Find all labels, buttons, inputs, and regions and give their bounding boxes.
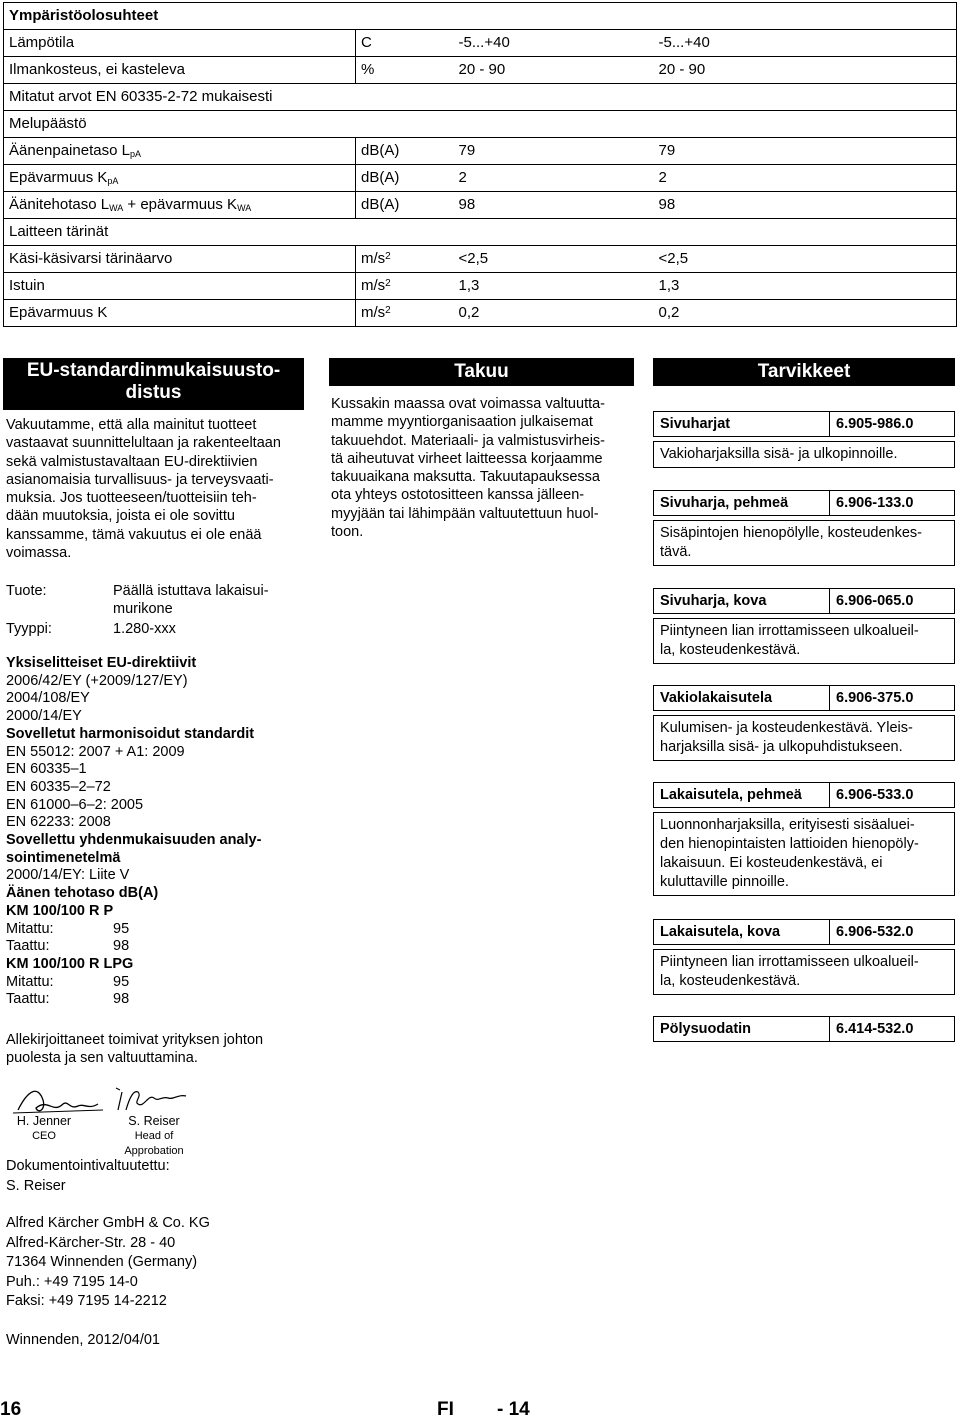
text-line: dään muutoksia, joista ei ole sovittu [6,508,235,525]
model-name: KM 100/100 R LPG [6,955,134,972]
text-line: ota yhteys ostotositteen kanssa jälleen- [331,487,585,504]
eu-details: Yksiselitteiset EU-direktiivit 2006/42/EY (+2009/127/EY) 2004/108/EY 2000/14/EY Sovelletut harmonisoidut standardit EN 55012: 2007 + A1: 2009 EN 60335–1 EN 60335–2–72 EN 61000–6–2: 2005 EN 62233: 2008 Sovellettu yhdenmukaisuuden analy- sointimenetelmä 2000/14/EY: Liite V Äänen tehotaso dB(A) KM 100/100 R P Mitattu: 95 Taattu: 98 KM 100/100 R LPG Mitattu: 95 Taattu: 98 [6,655,306,1009]
language-code: FI [437,1399,454,1420]
doc-agent: Dokumentointivaltuutettu: S. Reiser [6,1158,170,1194]
signer2: S. Reiser Head of Approbation [124,1114,184,1157]
accessory-name: Sivuharja, pehmeä [660,495,789,511]
warranty-heading: Takuu [329,358,634,386]
accessory-name: Sivuharja, kova [660,593,767,609]
signer1: H. Jenner CEO [16,1114,72,1142]
table-row: Äänitehotaso $L_{WA}$ + epävarmuus $K_{WA}$ dB(A) 98 98 [4,192,957,219]
eu-intro-text [6,416,306,562]
text-line: takuuaikana maksutta. Takuutapauksessa [331,469,600,486]
directive-item: 2006/42/EY (+2009/127/EY) [6,672,188,689]
text-line: takuuehdot. Materiaali- ja valmistusvirheis- [331,432,605,449]
table-row: Äänenpainetaso $L_{pA}$ dB(A) 79 79 [4,138,957,165]
accessory-code: 6.414-532.0 [836,1021,914,1037]
accessory-code: 6.906-133.0 [836,495,914,511]
address-line: Faksi: +49 7195 14-2212 [6,1293,167,1309]
product-value: Päällä istuttava lakaisui- murikone [113,583,269,618]
accessory-header [653,685,955,711]
table-row: Istuin $m/s^2$ 1,3 1,3 [4,273,957,300]
table-row: Melupäästö [4,111,957,138]
accessory-code: 6.906-532.0 [836,924,914,940]
table-row: Lämpötila C -5...+40 -5...+40 [4,30,957,57]
accessory-header [653,490,955,516]
accessory-code: 6.906-375.0 [836,690,914,706]
standard-item: EN 55012: 2007 + A1: 2009 [6,743,185,760]
table-row: Epävarmuus $K_{pA}$ dB(A) 2 2 [4,165,957,192]
table-row: Laitteen tärinät [4,219,957,246]
model-value-row: Taattu: 98 [6,991,130,1008]
type-label: Tyyppi: [6,621,52,637]
accessory-header [653,588,955,614]
text-line: Kussakin maassa ovat voimassa valtuutta- [331,396,606,412]
model-value-row: Mitattu: 95 [6,920,130,937]
text-line: voimassa. [6,545,72,562]
accessory-name: Sivuharjat [660,416,731,432]
table-row: Mitatut arvot EN 60335-2-72 mukaisesti [4,84,957,111]
table-row: Käsi-käsivarsi tärinäarvo $m/s^2$ <2,5 <2,5 [4,246,957,273]
sound-model [6,956,306,1009]
accessory-name: Vakiolakaisutela [660,690,773,706]
accessory-code: 6.906-533.0 [836,787,914,803]
place-date: Winnenden, 2012/04/01 [6,1332,160,1348]
environment-spec-table [3,2,957,327]
eu-declaration-heading: EU-standardinmukaisuusto- distus [3,358,304,410]
company-address [6,1214,210,1312]
accessory-header [653,919,955,945]
accessory-name: Pölysuodatin [660,1021,752,1037]
text-line: vastaavat suunnittelultaan ja rakenteeltaan [6,435,281,452]
text-line: toon. [331,524,364,541]
accessory-description: Piintyneen lian irrottamisseen ulkoalueil- la, kosteudenkestävä. [653,949,955,995]
standard-item: EN 60335–1 [6,761,87,778]
text-line: asianomaisia turvallisuus- ja terveysvaati- [6,471,274,488]
directive-item: 2004/108/EY [6,690,90,707]
page-number-right: - 14 [497,1399,530,1420]
standard-item: EN 60335–2–72 [6,778,111,795]
warranty-text [331,395,636,541]
signers-note: Allekirjoittaneet toimivat yrityksen johton puolesta ja sen valtuuttamina. [6,1032,264,1067]
accessory-code: 6.906-065.0 [836,593,914,609]
address-line: Alfred-Kärcher-Str. 28 - 40 [6,1234,176,1251]
text-line: mamme myyntiorganisaation julkaisemat [331,414,593,431]
accessory-name: Lakaisutela, kova [660,924,781,940]
text-line: sekä valmistustavaltaan EU-direktiivien [6,453,258,470]
accessory-header [653,411,955,437]
table-row: Epävarmuus K $m/s^2$ 0,2 0,2 [4,300,957,327]
text-line: myyjään tai lähimpään valtuutettuun huol- [331,505,599,522]
text-line: muksia. Jos tuotteeseen/tuotteisiin teh- [6,490,257,507]
standard-item: EN 61000–6–2: 2005 [6,796,144,813]
product-label: Tuote: [6,583,47,599]
sound-model [6,903,306,956]
text-line: tä aiheutuvat virheet laitteessa korjaamme [331,450,603,467]
accessory-code: 6.905-986.0 [836,416,914,432]
signature-reiser [112,1080,192,1116]
accessories-heading: Tarvikkeet [653,358,955,386]
accessory-header [653,782,955,808]
accessory-description: Vakioharjaksilla sisä- ja ulkopinnoille. [653,441,955,468]
accessory-name: Lakaisutela, pehmeä [660,787,802,803]
address-line: 71364 Winnenden (Germany) [6,1254,198,1270]
accessory-description: Sisäpintojen hienopölylle, kosteudenkes- tävä. [653,520,955,566]
table-row: Ilmankosteus, ei kasteleva % 20 - 90 20 - 90 [4,57,957,84]
table-title: Ympäristöolosuhteet [4,3,957,30]
standard-item: EN 62233: 2008 [6,814,111,831]
model-name: KM 100/100 R P [6,902,114,919]
directive-item: 2000/14/EY [6,708,82,725]
accessory-description: Luonnonharjaksilla, erityisesti sisäaluei- den hienopintaisten lattioiden hienopöly- lakaisuun. Ei kosteudenkestävä, ei kuluttaville pinnoille. [653,812,955,896]
accessory-description: Piintyneen lian irrottamisseen ulkoalueil- la, kosteudenkestävä. [653,618,955,664]
accessory-description: Kulumisen- ja kosteudenkestävä. Yleis- harjaksilla sisä- ja ulkopuhdistukseen. [653,715,955,761]
model-value-row: Mitattu: 95 [6,973,130,990]
address-line: Alfred Kärcher GmbH & Co. KG [6,1215,210,1231]
accessory-header [653,1016,955,1042]
model-value-row: Taattu: 98 [6,938,130,955]
page-number-left: 16 [0,1399,22,1420]
text-line: Vakuutamme, että alla mainitut tuotteet [6,417,257,433]
type-value: 1.280-xxx [113,621,176,637]
text-line: kanssamme, tämä vakuutus ei ole enää [6,526,262,543]
address-line: Puh.: +49 7195 14-0 [6,1273,138,1290]
